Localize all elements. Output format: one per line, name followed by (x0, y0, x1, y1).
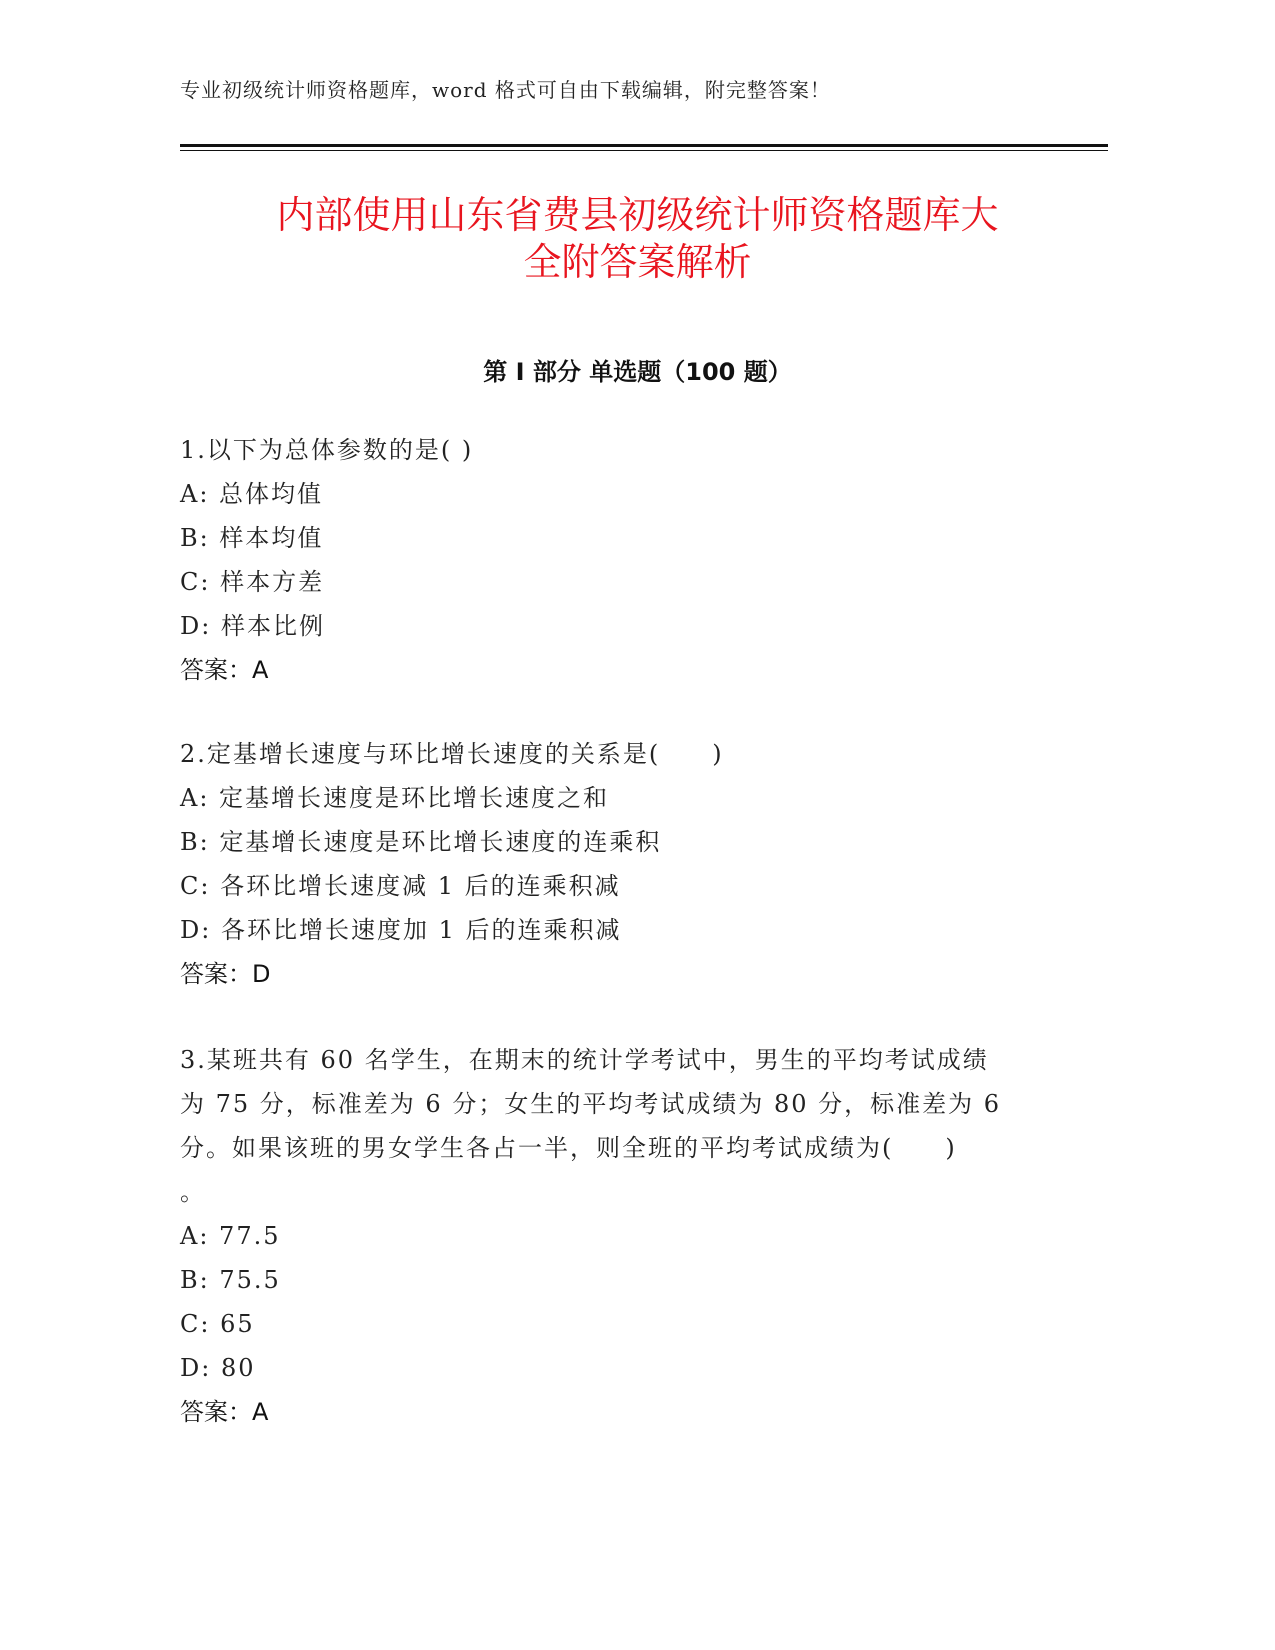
option-b: B: 75.5 (180, 1266, 281, 1294)
option-b: B: 样本均值 (180, 524, 324, 552)
option-a: A: 总体均值 (180, 480, 324, 508)
document-title-line-1: 内部使用山东省费县初级统计师资格题库大 (276, 193, 999, 237)
question-stem: 2.定基增长速度与环比增长速度的关系是( ) (180, 740, 724, 768)
question-stem-line-1: 3.某班共有 60 名学生，在期末的统计学考试中，男生的平均考试成绩 (180, 1046, 989, 1074)
option-c: C: 样本方差 (180, 568, 325, 596)
option-c: C: 65 (180, 1310, 255, 1338)
option-d: D: 各环比增长速度加 1 后的连乘积减 (180, 916, 622, 944)
header-rule-thin (180, 150, 1108, 151)
answer: 答案：A (180, 656, 269, 684)
document-title (150, 192, 1125, 286)
answer: 答案：D (180, 960, 271, 988)
option-a: A: 77.5 (180, 1222, 281, 1250)
question-2 (180, 732, 1080, 996)
option-d: D: 样本比例 (180, 612, 325, 640)
section-title: 第 I 部分 单选题（100 题） (483, 358, 792, 386)
option-d: D: 80 (180, 1354, 256, 1382)
question-stem-line-3: 分。如果该班的男女学生各占一半，则全班的平均考试成绩为( ) (180, 1134, 957, 1162)
header-note: 专业初级统计师资格题库，word 格式可自由下载编辑，附完整答案！ (180, 78, 831, 102)
option-a: A: 定基增长速度是环比增长速度之和 (180, 784, 610, 812)
question-stem-line-2: 为 75 分，标准差为 6 分；女生的平均考试成绩为 80 分，标准差为 6 (180, 1090, 1002, 1118)
header-rule-thick (180, 144, 1108, 147)
question-stem-line-4: 。 (180, 1178, 206, 1206)
option-b: B: 定基增长速度是环比增长速度的连乘积 (180, 828, 662, 856)
option-c: C: 各环比增长速度减 1 后的连乘积减 (180, 872, 621, 900)
document-title-line-2: 全附答案解析 (523, 240, 752, 284)
question-3 (180, 1038, 1080, 1434)
answer: 答案：A (180, 1398, 269, 1426)
question-1 (180, 428, 1080, 692)
question-stem: 1.以下为总体参数的是( ) (180, 436, 474, 464)
